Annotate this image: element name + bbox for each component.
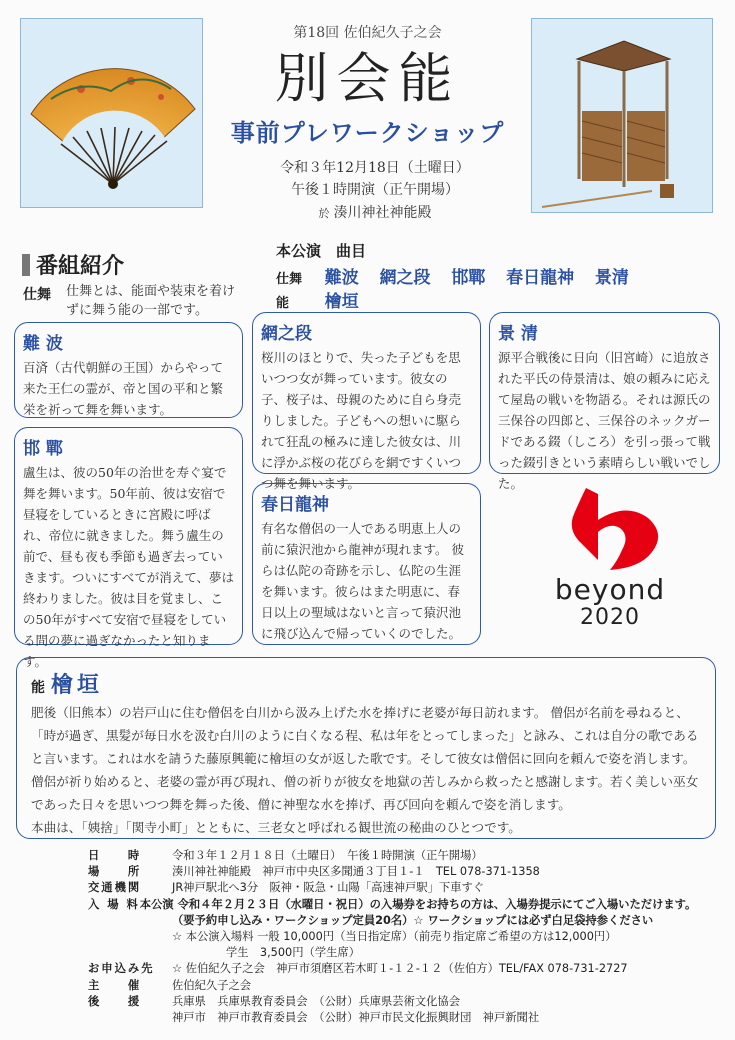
info-row-fee-3 [88, 929, 688, 945]
subtitle: 事前プレワークショップ [230, 118, 505, 147]
card-kasuga-ryujin [252, 483, 481, 645]
info-value [140, 897, 697, 913]
hinoki-title: 檜垣 [51, 672, 104, 698]
main-performance-heading: 本公演 曲目 [276, 242, 367, 260]
info-value: 兵庫県 兵庫県教育委員会 （公財）兵庫県芸術文化協会 [172, 994, 461, 1008]
info-label: 主 催 [88, 978, 142, 992]
info-row-fee-4 [88, 945, 688, 961]
info-row-date [88, 848, 688, 864]
info-label: 交通機関 [88, 881, 142, 895]
card-kagekiyo [489, 312, 720, 491]
program-title: 網之段 [379, 268, 431, 288]
program-title: 景清 [594, 268, 629, 288]
info-value: 神戸市 神戸市教育委員会 （公財）神戸市民文化振興財団 神戸新聞社 [172, 1011, 540, 1025]
program-title: 檜垣 [324, 292, 359, 312]
program-row-shimai [276, 263, 645, 288]
fee-line-2: （要予約申し込み・ワークショップ定員20名）☆ ワークショップには必ず白足袋持参ください [172, 913, 654, 927]
program-title: 春日龍神 [506, 268, 575, 288]
program-title: 難波 [324, 268, 359, 288]
card-body: 盧生は、彼の50年の治世を寿ぐ宴で舞を舞います。50年前、彼は安宿で昼寝をしているときに宮殿に呼ばれ、帝位に就きました。舞う盧生の前で、昼も夜も季節も過ぎ去っていきます。ついにすべてが消えて、夢は終わりました。彼は目を覚まし、この50年がすべて安宿で昼寝をしている間の夢に過ぎなかったと知ります。 [23, 465, 235, 669]
event-venue [240, 202, 510, 222]
fee-line-4: 学生 3,500円（学生席） [226, 946, 361, 960]
card-title: 難 波 [23, 334, 63, 354]
hinoki-story: 肥後（旧熊本）の岩戸山に住む僧侶を白川から汲み上げた水を捧げに老婆が毎日訪れます。 僧侶が名前を尋ねると、「時が過ぎ、黒髪が毎日水を汲む白川のように白くなる程、私は年をとってしまった」と詠み、これは自分の歌であると言います。これは水を請うた藤原興範に檜垣の女が返した歌です。そして彼女は僧侶に回向を頼んで姿を消します。僧侶が祈り始めると、老婆の霊が再び現れ、僧の祈りが彼女を地獄の苦しみから救ったと感謝します。若く美しい巫女であった日々を思いつつ舞を舞った後、僧に神聖な水を捧げ、再び回向を頼んで姿を消します。 [31, 705, 699, 812]
program-heading: 番組紹介 [22, 249, 124, 280]
program-kind: 能 [276, 296, 290, 311]
hinoki-kind: 能 [31, 680, 45, 696]
card-kantan [14, 427, 243, 669]
beyond-logo-word: beyond [554, 573, 666, 606]
info-value: 湊川神社神能殿 神戸市中央区多聞通３丁目１-１ TEL 078-371-1358 [172, 865, 540, 879]
card-body: 桜川のほとりで、失った子どもを思いつつ女が舞っています。彼女の子、桜子は、母親のために自ら身売りしました。子どもへの想いに駆られて狂乱の極みに達した彼女は、川に浮かぶ桜の花びらを網ですくいつつ舞を舞います。 [261, 350, 462, 491]
info-row-fee [88, 897, 697, 913]
info-value: 佐伯紀久子之会 [172, 978, 252, 992]
info-label: 日 時 [88, 849, 142, 862]
event-date: 令和３年12月18日（土曜日） [280, 160, 470, 176]
info-row-place [88, 864, 688, 880]
card-aminodan [252, 312, 481, 491]
fee-line-3: ☆ 本公演入場料 一般 10,000円（当日指定席）（前売り指定席ご希望の方は12,000円） [172, 930, 617, 944]
info-label: 後 援 [88, 994, 142, 1008]
event-edition: 第18回 佐伯紀久子之会 [293, 25, 442, 41]
card-nanba [14, 322, 243, 418]
folding-fan-image [20, 18, 203, 208]
beyond-logo-year: 2020 [580, 605, 640, 630]
card-title: 邯 鄲 [23, 439, 63, 459]
info-label: 場 所 [88, 865, 142, 879]
venue-name: 湊川神社神能殿 [333, 205, 432, 221]
page-title: 別会能 [274, 47, 461, 110]
info-label: お申込み先 [88, 962, 155, 976]
program-kind: 仕舞 [276, 272, 303, 287]
info-row-support [88, 994, 688, 1010]
shimai-description: 仕舞とは、能面や装束を着けずに舞う能の一部です。 [66, 284, 236, 318]
info-row-host [88, 978, 688, 994]
event-info-table [88, 848, 697, 1026]
lantern-prop-image [531, 18, 713, 213]
card-title: 網之段 [261, 324, 312, 344]
shimai-tag: 仕舞 [23, 287, 51, 303]
card-body: 有名な僧侶の一人である明恵上人の前に猿沢池から龍神が現れます。 彼らは仏陀の奇跡を示し、仏陀の生涯を舞います。彼らはまた明恵に、春日以上の聖域はないと言って猿沢池に飛び込んで帰っていくのでした。 [261, 521, 464, 641]
venue-prefix: 於 [318, 207, 330, 220]
info-row-access [88, 880, 688, 896]
hinoki-body [31, 701, 701, 839]
card-title: 春日龍神 [261, 495, 329, 515]
card-hinoki [16, 657, 716, 839]
info-row-apply [88, 961, 688, 977]
info-value: ☆ 佐伯紀久子之会 神戸市須磨区若木町１-１２-１２（佐伯方）TEL/FAX 078-731-2727 [172, 962, 628, 976]
program-title: 邯鄲 [451, 268, 486, 288]
event-time: 午後１時開演（正午開場） [291, 182, 459, 198]
card-body: 百済（古代朝鮮の王国）からやって来た王仁の霊が、帝と国の平和と繁栄を祈って舞を舞います。 [23, 360, 224, 417]
info-row-fee-2 [88, 913, 688, 929]
program-row-noh [276, 287, 375, 312]
info-label: 入 場 料 [88, 897, 140, 911]
fee-line-1: 本公演 令和４年２月２３日（水曜日・祝日）の入場券をお持ちの方は、入場券提示にてご入場いただけます。 [139, 897, 697, 911]
card-title: 景 清 [498, 324, 538, 344]
hinoki-note: 本曲は、「姨捨」「関寺小町」とともに、三老女と呼ばれる観世流の秘曲のひとつです。 [31, 820, 521, 835]
info-value: 令和３年１２月１８日（土曜日） 午後１時開演（正午開場） [172, 849, 483, 862]
info-row-support-2 [88, 1010, 688, 1026]
card-body: 源平合戦後に日向（旧宮崎）に追放された平氏の侍景清は、娘の頼みに応えて屋島の戦いを物語る。それは源氏の三保谷の四郎と、三保谷のネックガードである錣（しころ）を引っ張って戦った錣引きという素晴らしい戦いでした。 [498, 350, 711, 491]
info-value: JR神戸駅北へ3分 阪神・阪急・山陽「高速神戸駅」下車すぐ [172, 881, 485, 895]
